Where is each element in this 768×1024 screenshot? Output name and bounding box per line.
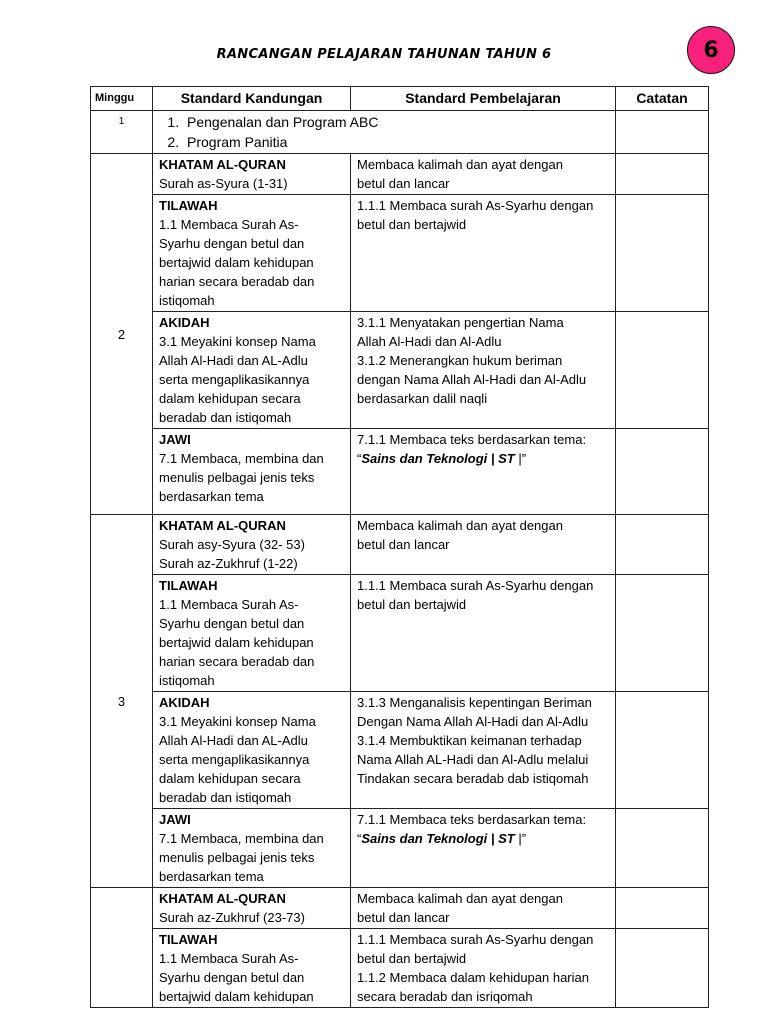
sp-text: Tindakan secara beradab dab istiqomah bbox=[357, 771, 589, 786]
sk-cell bbox=[153, 195, 351, 312]
sk-text: 7.1 Membaca, membina dan bbox=[159, 451, 324, 466]
sp-text: 3.1.4 Membuktikan keimanan terhadap bbox=[357, 733, 582, 748]
sp-cell bbox=[351, 312, 616, 429]
sp-text: 7.1.1 Membaca teks berdasarkan tema: bbox=[357, 432, 587, 447]
sp-cell bbox=[351, 195, 616, 312]
catatan-cell bbox=[616, 692, 709, 809]
sp-text: 3.1.1 Menyatakan pengertian Nama bbox=[357, 315, 564, 330]
sp-text: 1.1.2 Membaca dalam kehidupan harian bbox=[357, 970, 589, 985]
quote-open: “ bbox=[357, 451, 362, 466]
sk-cell bbox=[153, 515, 351, 575]
sp-cell bbox=[351, 515, 616, 575]
section-heading: KHATAM AL-QURAN bbox=[159, 157, 286, 172]
catatan-cell bbox=[616, 312, 709, 429]
sp-text: dengan Nama Allah Al-Hadi dan Al-Adlu bbox=[357, 372, 587, 387]
sp-text: secara beradab dan isriqomah bbox=[357, 989, 533, 1004]
sp-text: Membaca kalimah dan ayat dengan bbox=[357, 891, 563, 906]
rpt-table bbox=[90, 86, 709, 1008]
sk-text: bertajwid dalam kehidupan bbox=[159, 255, 314, 270]
table-row bbox=[91, 111, 709, 154]
sk-cell bbox=[153, 312, 351, 429]
sp-text: 3.1.3 Menganalisis kepentingan Beriman bbox=[357, 695, 592, 710]
theme-name: Sains dan Teknologi | ST bbox=[361, 831, 515, 846]
table-row bbox=[91, 429, 709, 515]
sk-cell bbox=[153, 888, 351, 929]
sp-text: Membaca kalimah dan ayat dengan bbox=[357, 157, 563, 172]
sk-text: beradab dan istiqomah bbox=[159, 790, 292, 805]
catatan-cell bbox=[616, 429, 709, 515]
quote-close: |” bbox=[514, 831, 527, 846]
sp-text: 1.1.1 Membaca surah As-Syarhu dengan bbox=[357, 932, 594, 947]
sk-text: Allah Al-Hadi dan AL-Adlu bbox=[159, 733, 308, 748]
sk-text: Surah az-Zukhruf (23-73) bbox=[159, 910, 305, 925]
sk-text: menulis pelbagai jenis teks bbox=[159, 850, 315, 865]
section-heading: TILAWAH bbox=[159, 198, 218, 213]
sp-cell bbox=[351, 809, 616, 888]
sk-text: 3.1 Meyakini konsep Nama bbox=[159, 334, 316, 349]
sk-cell bbox=[153, 809, 351, 888]
quote-open: “ bbox=[357, 831, 362, 846]
week-number bbox=[91, 888, 153, 1008]
week-number: 3 bbox=[91, 515, 153, 888]
sk-text: Syarhu dengan betul dan bbox=[159, 970, 305, 985]
sk-text: berdasarkan tema bbox=[159, 489, 264, 504]
week1-program bbox=[153, 111, 616, 154]
sp-text: Allah Al-Hadi dan Al-Adlu bbox=[357, 334, 502, 349]
sp-cell bbox=[351, 888, 616, 929]
catatan-cell bbox=[616, 575, 709, 692]
table-row bbox=[91, 195, 709, 312]
sk-cell bbox=[153, 692, 351, 809]
catatan-cell bbox=[616, 929, 709, 1008]
catatan-cell bbox=[616, 888, 709, 929]
week-number: 2 bbox=[91, 154, 153, 515]
sp-text: betul dan lancar bbox=[357, 910, 450, 925]
sk-text: bertajwid dalam kehidupan bbox=[159, 989, 314, 1004]
sk-text: beradab dan istiqomah bbox=[159, 410, 292, 425]
sk-text: menulis pelbagai jenis teks bbox=[159, 470, 315, 485]
sk-text: Surah as-Syura (1-31) bbox=[159, 176, 288, 191]
section-heading: KHATAM AL-QURAN bbox=[159, 518, 286, 533]
sk-text: serta mengaplikasikannya bbox=[159, 752, 310, 767]
section-heading: AKIDAH bbox=[159, 695, 210, 710]
sp-text: 7.1.1 Membaca teks berdasarkan tema: bbox=[357, 812, 587, 827]
sk-text: 3.1 Meyakini konsep Nama bbox=[159, 714, 316, 729]
section-heading: KHATAM AL-QURAN bbox=[159, 891, 286, 906]
sk-text: 1.1 Membaca Surah As- bbox=[159, 597, 299, 612]
header-minggu: Minggu bbox=[91, 87, 153, 111]
table-row bbox=[91, 312, 709, 429]
header-standard-pembelajaran: Standard Pembelajaran bbox=[351, 87, 616, 111]
sk-text: Allah Al-Hadi dan AL-Adlu bbox=[159, 353, 308, 368]
program-list bbox=[157, 112, 609, 152]
sp-text: 1.1.1 Membaca surah As-Syarhu dengan bbox=[357, 578, 594, 593]
sp-text: betul dan lancar bbox=[357, 176, 450, 191]
sk-text: Surah asy-Syura (32- 53) bbox=[159, 537, 305, 552]
sp-text: betul dan lancar bbox=[357, 537, 450, 552]
sk-text: Syarhu dengan betul dan bbox=[159, 616, 305, 631]
sk-text: dalam kehidupan secara bbox=[159, 771, 301, 786]
table-header-row bbox=[91, 87, 709, 111]
table-row bbox=[91, 515, 709, 575]
theme-name: Sains dan Teknologi | ST bbox=[361, 451, 515, 466]
table-row bbox=[91, 154, 709, 195]
sk-cell bbox=[153, 429, 351, 515]
section-heading: JAWI bbox=[159, 812, 191, 827]
sk-cell bbox=[153, 575, 351, 692]
list-item: 1. Pengenalan dan Program ABC bbox=[183, 112, 609, 132]
week-number: 1 bbox=[91, 111, 153, 154]
list-item: 2. Program Panitia bbox=[183, 132, 609, 152]
sp-text: Membaca kalimah dan ayat dengan bbox=[357, 518, 563, 533]
sp-text: betul dan bertajwid bbox=[357, 597, 467, 612]
page-title: RANCANGAN PELAJARAN TAHUNAN TAHUN 6 bbox=[216, 47, 552, 62]
sp-theme bbox=[357, 829, 609, 848]
header-standard-kandungan: Standard Kandungan bbox=[153, 87, 351, 111]
sp-cell bbox=[351, 929, 616, 1008]
catatan-cell bbox=[616, 515, 709, 575]
header-catatan: Catatan bbox=[616, 87, 709, 111]
table-row bbox=[91, 692, 709, 809]
sk-text: dalam kehidupan secara bbox=[159, 391, 301, 406]
table-row bbox=[91, 809, 709, 888]
sk-text: istiqomah bbox=[159, 293, 215, 308]
sp-cell bbox=[351, 154, 616, 195]
sp-text: betul dan bertajwid bbox=[357, 951, 467, 966]
sk-cell bbox=[153, 929, 351, 1008]
section-heading: AKIDAH bbox=[159, 315, 210, 330]
sp-text: Nama Allah AL-Hadi dan Al-Adlu melalui bbox=[357, 752, 589, 767]
sp-theme bbox=[357, 449, 609, 468]
section-heading: TILAWAH bbox=[159, 932, 218, 947]
sk-text: bertajwid dalam kehidupan bbox=[159, 635, 314, 650]
sp-cell bbox=[351, 429, 616, 515]
year-badge: 6 bbox=[687, 26, 735, 74]
catatan-cell bbox=[616, 195, 709, 312]
sk-text: Syarhu dengan betul dan bbox=[159, 236, 305, 251]
sp-text: Dengan Nama Allah Al-Hadi dan Al-Adlu bbox=[357, 714, 589, 729]
sp-cell bbox=[351, 692, 616, 809]
sk-text: serta mengaplikasikannya bbox=[159, 372, 310, 387]
sk-cell bbox=[153, 154, 351, 195]
table-row bbox=[91, 929, 709, 1008]
section-heading: TILAWAH bbox=[159, 578, 218, 593]
catatan-cell bbox=[616, 154, 709, 195]
catatan-cell bbox=[616, 809, 709, 888]
sp-cell bbox=[351, 575, 616, 692]
sk-text: Surah az-Zukhruf (1-22) bbox=[159, 556, 298, 571]
sk-text: 1.1 Membaca Surah As- bbox=[159, 217, 299, 232]
table-row bbox=[91, 575, 709, 692]
sp-text: betul dan bertajwid bbox=[357, 217, 467, 232]
sk-text: berdasarkan tema bbox=[159, 869, 264, 884]
sk-text: 1.1 Membaca Surah As- bbox=[159, 951, 299, 966]
table-row bbox=[91, 888, 709, 929]
section-heading: JAWI bbox=[159, 432, 191, 447]
sk-text: 7.1 Membaca, membina dan bbox=[159, 831, 324, 846]
sp-text: 1.1.1 Membaca surah As-Syarhu dengan bbox=[357, 198, 594, 213]
quote-close: |” bbox=[514, 451, 527, 466]
sp-text: 3.1.2 Menerangkan hukum beriman bbox=[357, 353, 563, 368]
sk-text: istiqomah bbox=[159, 673, 215, 688]
sk-text: harian secara beradab dan bbox=[159, 654, 315, 669]
catatan-cell bbox=[616, 111, 709, 154]
sp-text: berdasarkan dalil naqli bbox=[357, 391, 488, 406]
sk-text: harian secara beradab dan bbox=[159, 274, 315, 289]
